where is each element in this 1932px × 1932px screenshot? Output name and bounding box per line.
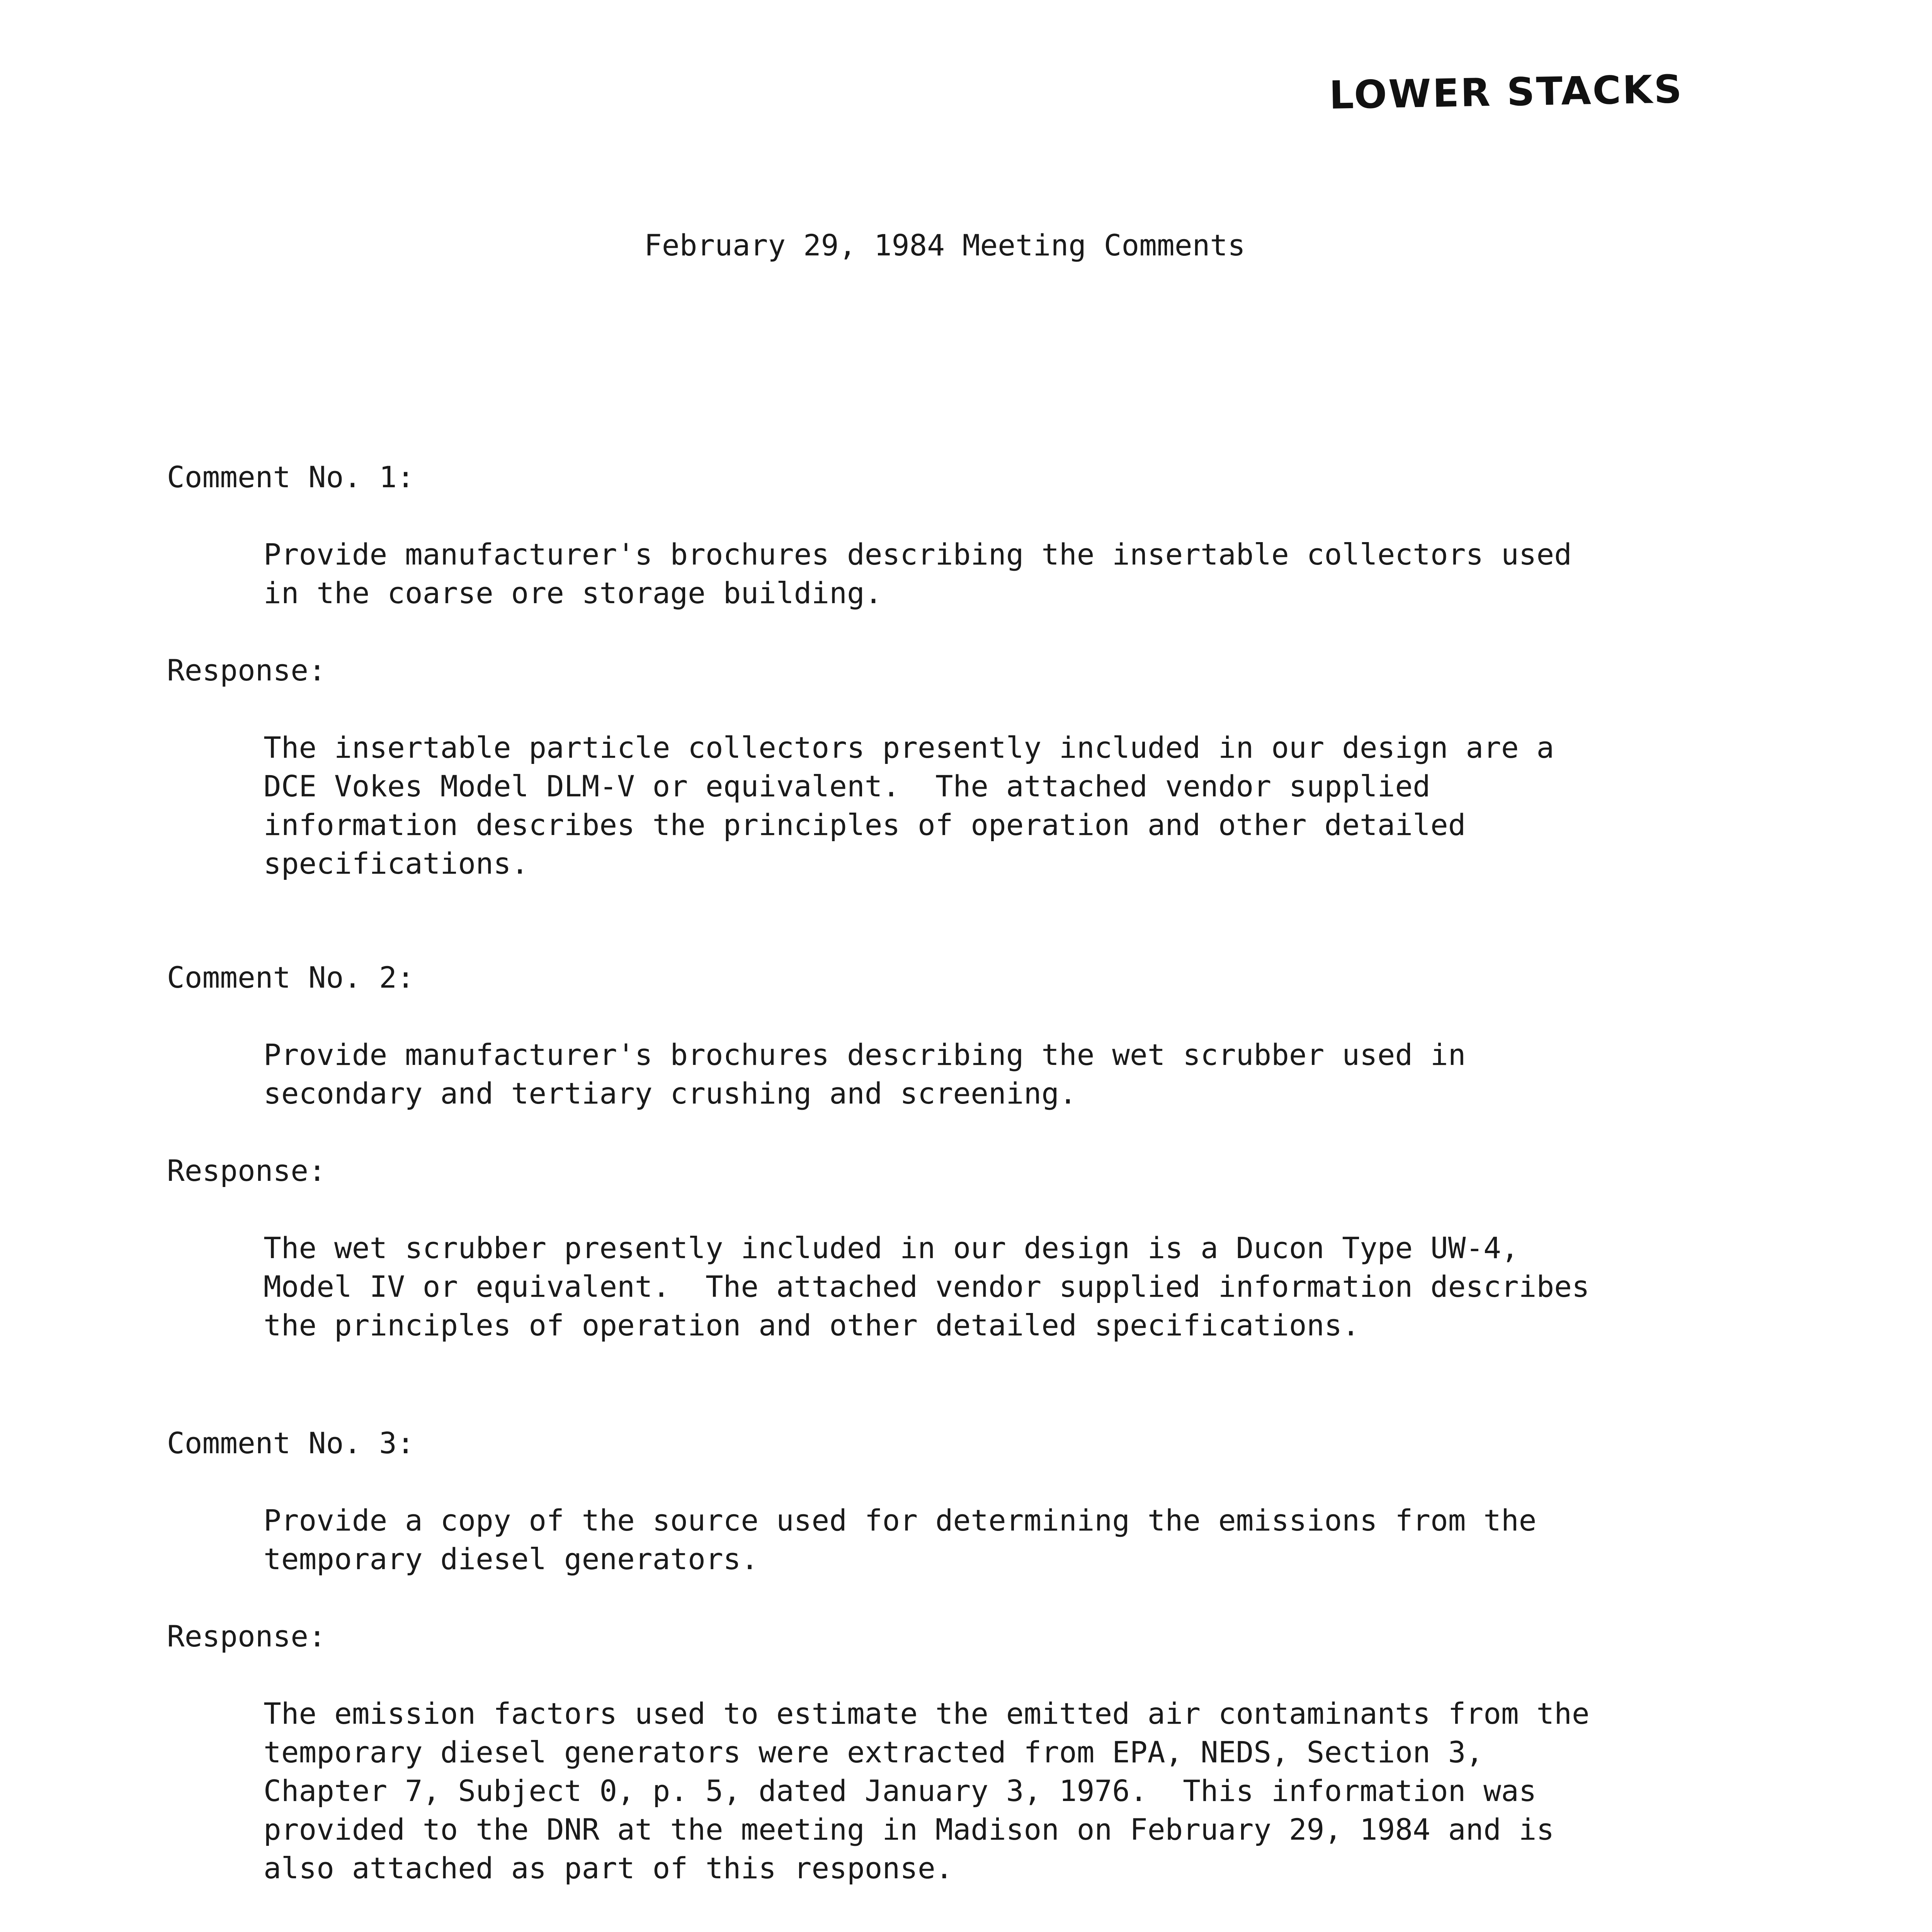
response-1-heading: Response:: [167, 653, 326, 687]
comment-2-text: [264, 1036, 1466, 1113]
text-line: Model IV or equivalent. The attached vendor supplied information describes: [264, 1269, 1590, 1304]
response-2-text: [264, 1229, 1590, 1345]
text-line: The insertable particle collectors presently included in our design are a: [264, 730, 1554, 765]
comment-2-heading: Comment No. 2:: [167, 960, 415, 995]
comment-1-text: [264, 535, 1572, 612]
comment-3-heading: Comment No. 3:: [167, 1426, 415, 1460]
text-line: Provide a copy of the source used for determining the emissions from the: [264, 1503, 1537, 1537]
text-line: secondary and tertiary crushing and screening.: [264, 1076, 1077, 1111]
text-line: Provide manufacturer's brochures describing the wet scrubber used in: [264, 1037, 1466, 1072]
text-line: Provide manufacturer's brochures describing the insertable collectors used: [264, 537, 1572, 571]
text-line: DCE Vokes Model DLM-V or equivalent. The attached vendor supplied: [264, 769, 1430, 803]
text-line: information describes the principles of operation and other detailed: [264, 808, 1466, 842]
text-line: Chapter 7, Subject 0, p. 5, dated January 3, 1976. This information was: [264, 1774, 1537, 1808]
text-line: The wet scrubber presently included in our design is a Ducon Type UW-4,: [264, 1231, 1519, 1265]
comment-3-text: [264, 1501, 1536, 1578]
text-line: in the coarse ore storage building.: [264, 576, 883, 610]
response-2-heading: Response:: [167, 1153, 326, 1188]
response-3-text: [264, 1694, 1590, 1888]
text-line: temporary diesel generators were extracted from EPA, NEDS, Section 3,: [264, 1735, 1484, 1769]
response-1-text: [264, 728, 1554, 883]
page-title: February 29, 1984 Meeting Comments: [644, 228, 1245, 262]
comment-1-heading: Comment No. 1:: [167, 460, 415, 494]
response-3-heading: Response:: [167, 1619, 326, 1653]
text-line: temporary diesel generators.: [264, 1542, 759, 1576]
text-line: provided to the DNR at the meeting in Madison on February 29, 1984 and is: [264, 1812, 1554, 1847]
lower-stacks-stamp: LOWER STACKS: [1329, 66, 1684, 118]
text-line: The emission factors used to estimate the emitted air contaminants from the: [264, 1696, 1590, 1731]
text-line: the principles of operation and other detailed specifications.: [264, 1308, 1360, 1342]
text-line: also attached as part of this response.: [264, 1851, 953, 1885]
text-line: specifications.: [264, 846, 529, 881]
